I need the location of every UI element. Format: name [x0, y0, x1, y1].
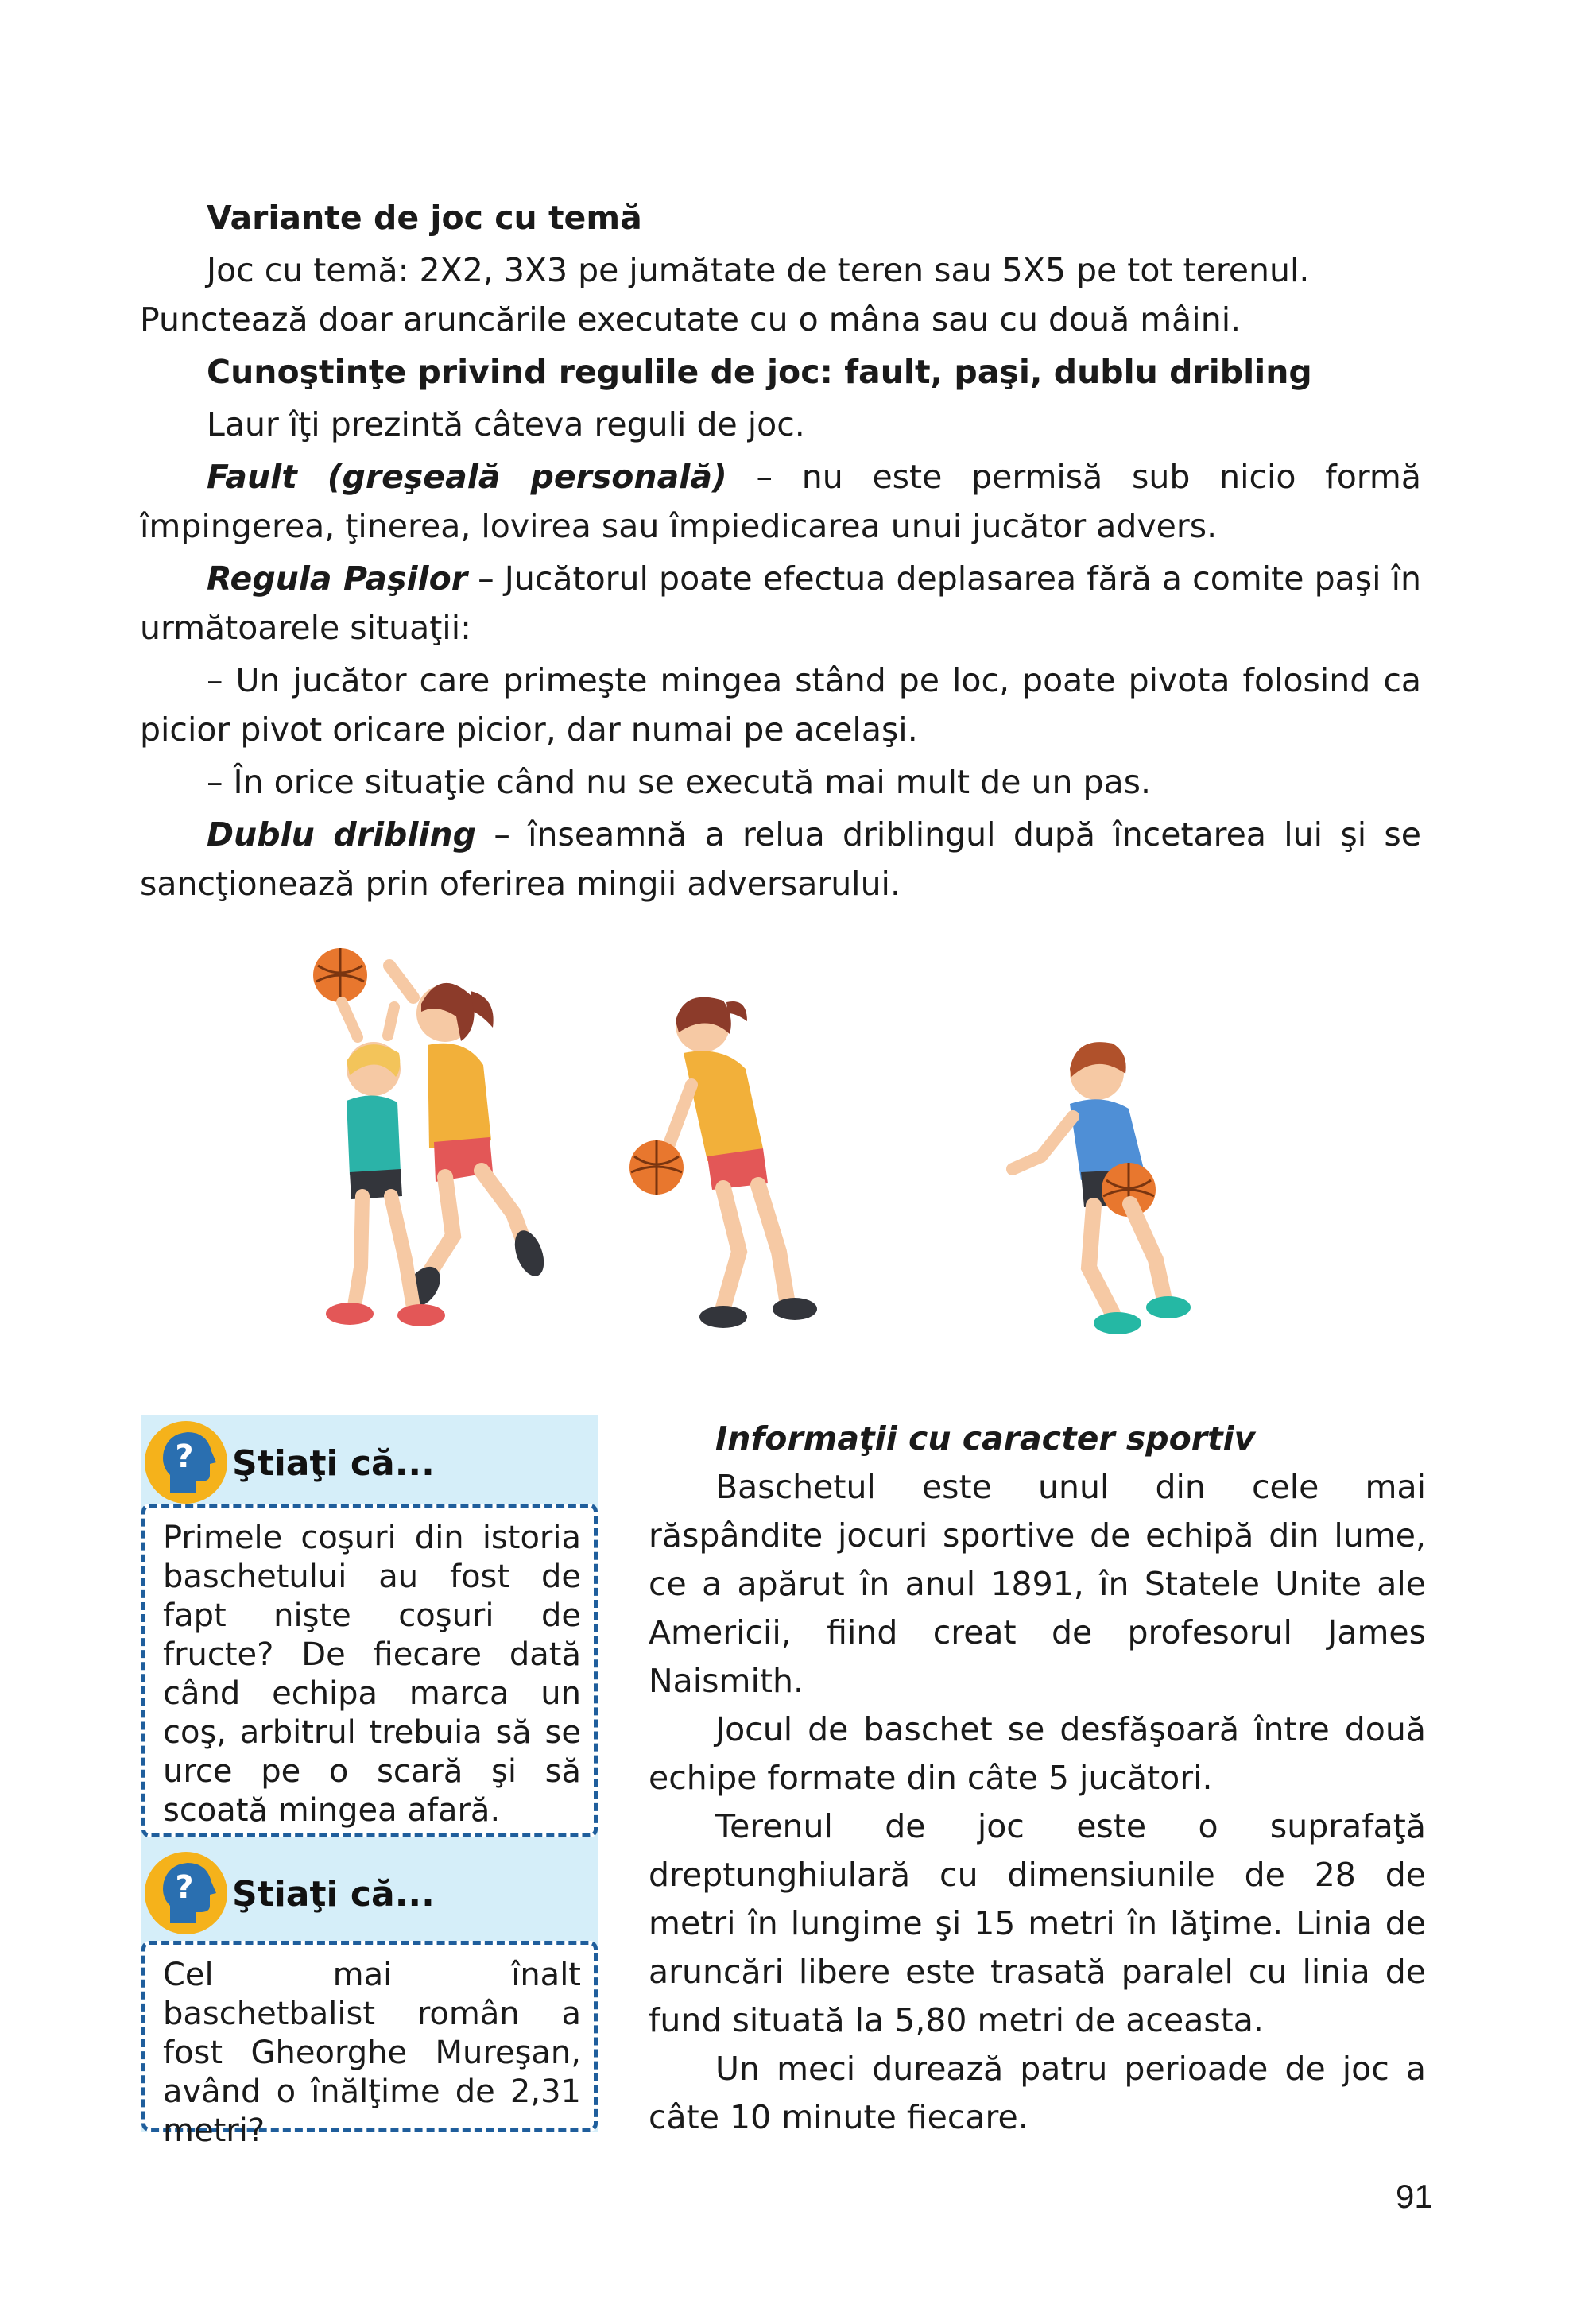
steps-paragraph	[140, 554, 1421, 652]
fault-term: Fault (greşeală personală)	[207, 458, 727, 496]
head-question-icon	[143, 1850, 229, 1936]
rules-heading: Cunoştinţe privind regulile de joc: fault, paşi, dublu dribling	[207, 353, 1312, 391]
fault-text: – nu este permisă sub nicio formă împingerea, ţinerea, lovirea sau împiedicarea unui jucător advers.	[140, 458, 1421, 545]
question-mark-2: ?	[175, 1869, 194, 1906]
sport-info-paragraph-1: Baschetul este unul din cele mai răspândite jocuri sportive de echipă din lume, ce a apărut în anul 1891, în Statele Unite ale Americii, fiind creat de profesorul James Naismith.	[649, 1468, 1426, 1700]
game-theme-line1: Joc cu temă: 2X2, 3X3 pe jumătate de teren sau 5X5 pe tot terenul.	[207, 251, 1310, 289]
fault-paragraph	[140, 452, 1421, 551]
sport-info-column	[649, 1415, 1426, 2142]
main-text	[140, 193, 1421, 908]
basketball-players-illustration	[294, 934, 1288, 1379]
sport-info-paragraph-2: Jocul de baschet se desfăşoară între două echipe formate din câte 5 jucători.	[649, 1710, 1426, 1797]
rules-intro: Laur îţi prezintă câteva reguli de joc.	[207, 405, 805, 443]
dribble-term: Dublu dribling	[207, 815, 476, 854]
sport-info-heading: Informaţii cu caracter sportiv	[715, 1419, 1256, 1458]
did-you-know-box-1	[141, 1504, 598, 1837]
dribble-paragraph	[140, 810, 1421, 908]
boy-with-ball-figure	[1013, 1042, 1191, 1334]
dribble-text: – înseamnă a relua driblingul după încetarea lui şi se sancţionează prin oferirea mingii adversarului.	[140, 815, 1422, 903]
did-you-know-title-1: Ştiaţi că...	[232, 1443, 435, 1484]
head-question-icon	[143, 1419, 229, 1505]
did-you-know-panel	[141, 1415, 598, 2149]
sport-info-paragraph-4: Un meci durează patru perioade de joc a câte 10 minute fiecare.	[649, 2050, 1426, 2136]
steps-text: – Jucătorul poate efectua deplasarea fără a comite paşi în următoarele situaţii:	[140, 560, 1421, 647]
steps-item-2: – În orice situaţie când nu se execută mai mult de un pas.	[207, 763, 1151, 801]
game-theme-line2: Punctează doar aruncările executate cu o mâna sau cu două mâini.	[140, 300, 1242, 339]
dribbling-girl-figure	[629, 997, 817, 1328]
did-you-know-text-2: Cel mai înalt baschetbalist român a fost Gheorghe Mureşan, având o înălţime de 2,31 metri?	[163, 1957, 581, 2149]
steps-item-1: – Un jucător care primeşte mingea stând pe loc, poate pivota folosind ca picior pivot oricare picior, dar numai pe acelaşi.	[140, 661, 1421, 749]
did-you-know-box-2	[141, 1941, 598, 2149]
jumping-girls-figure	[313, 948, 549, 1326]
steps-term: Regula Paşilor	[207, 560, 467, 598]
question-mark-1: ?	[175, 1438, 194, 1475]
did-you-know-title-2: Ştiaţi că...	[232, 1874, 435, 1915]
page-number: 91	[1396, 2178, 1433, 2215]
sport-info-paragraph-3: Terenul de joc este o suprafaţă dreptunghiulară cu dimensiunile de 28 de metri în lungime şi 15 metri în lăţime. Linia de aruncări libere este trasată paralel cu linia de fund situată la 5,80 metri de aceasta.	[649, 1807, 1426, 2039]
did-you-know-text-1: Primele coşuri din istoria baschetului au fost de fapt nişte coşuri de fructe? De fiecare dată când echipa marca un coş, arbitrul trebuia să se urce pe o scară şi să scoată mingea afară.	[163, 1520, 581, 1829]
section-heading: Variante de joc cu temă	[207, 199, 642, 237]
